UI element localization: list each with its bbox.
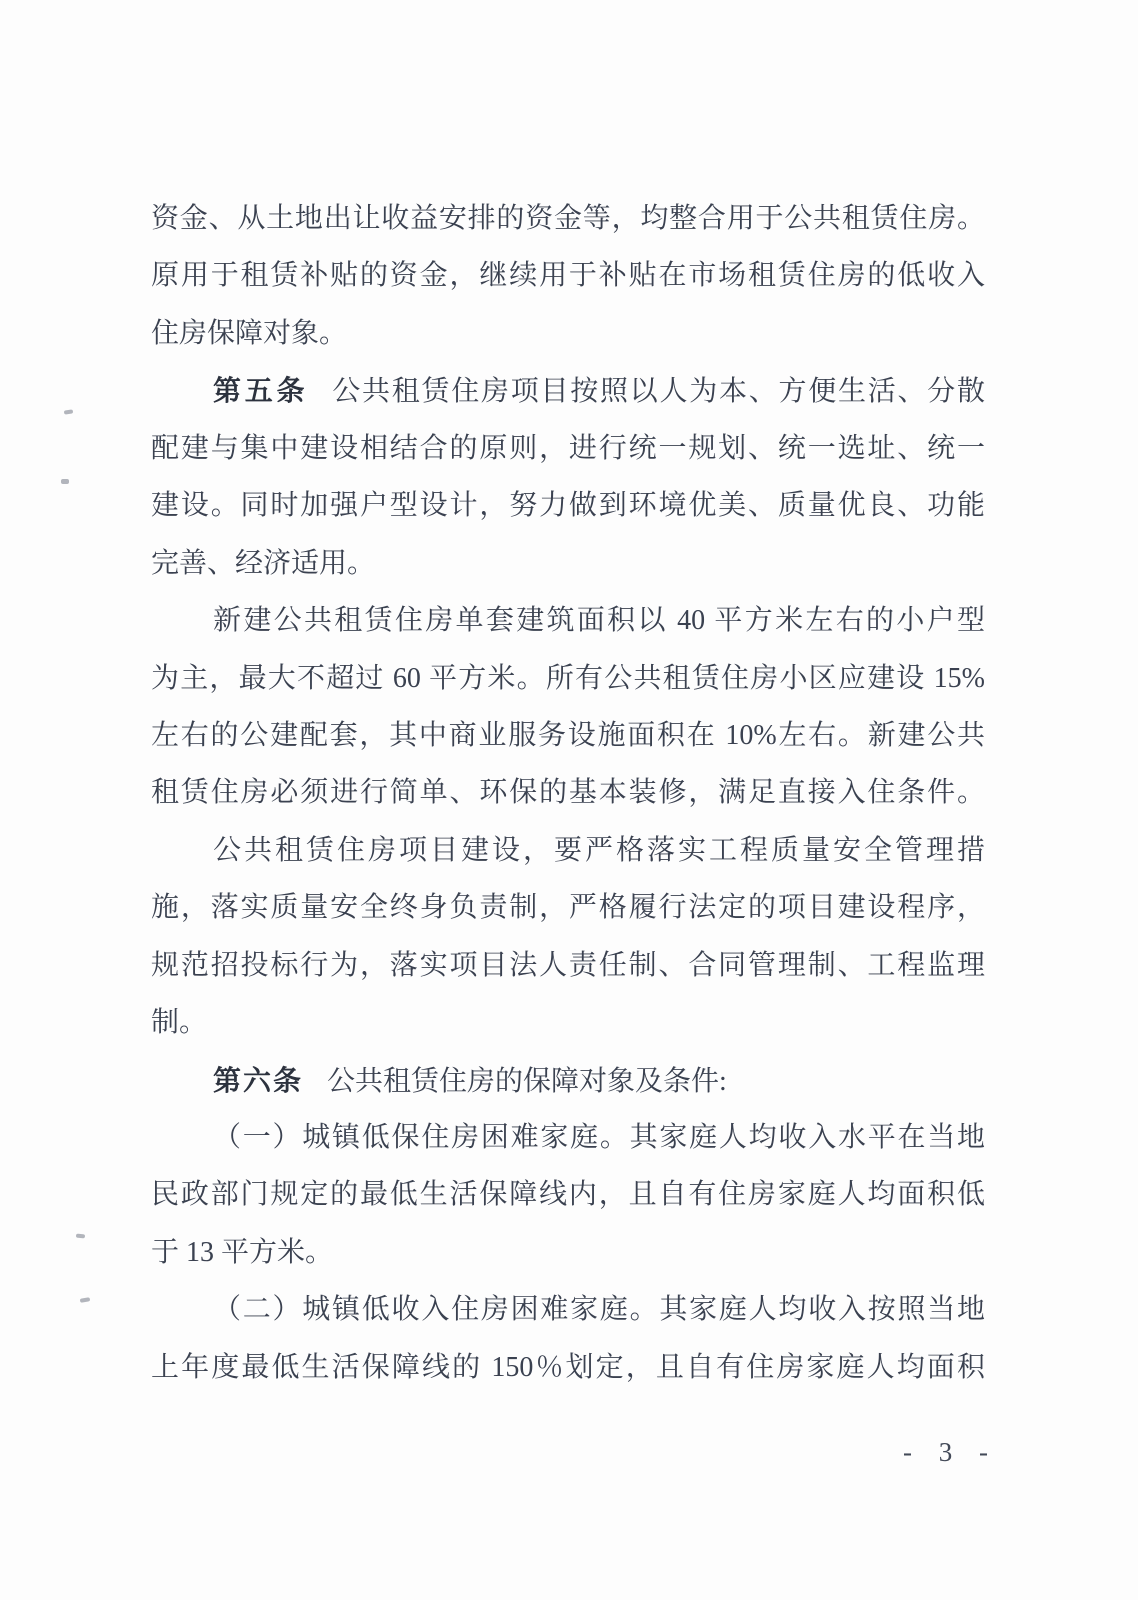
text-line-9: 为主，最大不超过 60 平方米。所有公共租赁住房小区应建设 15% [151, 662, 985, 694]
page-number: - 3 - [903, 1437, 995, 1467]
text-line-17: （一）城镇低保住房困难家庭。其家庭人均收入水平在当地 [213, 1122, 985, 1153]
text-line-18: 民政部门规定的最低生活保障线内，且自有住房家庭人均面积低 [151, 1179, 985, 1211]
scan-speck [64, 409, 73, 414]
text-line-14: 规范招投标行为，落实项目法人责任制、合同管理制、工程监理 [151, 949, 985, 981]
text-line-16 [151, 1052, 985, 1109]
text-line-3: 住房保障对象。 [151, 317, 348, 349]
scan-speck [76, 1234, 85, 1239]
text-line-15: 制。 [151, 1007, 208, 1039]
document-body [151, 190, 985, 1396]
text-line-4 [151, 362, 985, 419]
text-line-11: 租赁住房必须进行简单、环保的基本装修，满足直接入住条件。 [151, 777, 985, 809]
text-line-7: 完善、经济适用。 [151, 547, 376, 579]
article-5-heading: 第五条 [213, 375, 309, 407]
text-line-21: 上年度最低生活保障线的 150％划定，且自有住房家庭人均面积 [151, 1351, 985, 1383]
text-line-10: 左右的公建配套，其中商业服务设施面积在 10%左右。新建公共 [151, 719, 985, 751]
text-line-8: 新建公共租赁住房单套建筑面积以 40 平方米左右的小户型 [213, 605, 985, 637]
text-line-13: 施，落实质量安全终身负责制，严格履行法定的项目建设程序， [151, 892, 985, 924]
text-line-19: 于 13 平方米。 [151, 1236, 334, 1268]
text-line-20: （二）城镇低收入住房困难家庭。其家庭人均收入按照当地 [213, 1294, 985, 1326]
article-5-text: 公共租赁住房项目按照以人为本、方便生活、分散 [332, 376, 985, 408]
text-line-12: 公共租赁住房项目建设，要严格落实工程质量安全管理措 [213, 834, 985, 866]
article-6-text: 公共租赁住房的保障对象及条件: [327, 1065, 727, 1097]
text-line-5: 配建与集中建设相结合的原则，进行统一规划、统一选址、统一 [151, 432, 985, 464]
text-line-1: 资金、从土地出让收益安排的资金等，均整合用于公共租赁住房。 [151, 203, 985, 234]
text-line-2: 原用于租赁补贴的资金，继续用于补贴在市场租赁住房的低收入 [151, 260, 985, 292]
text-line-6: 建设。同时加强户型设计，努力做到环境优美、质量优良、功能 [151, 490, 985, 522]
scan-speck [80, 1297, 91, 1303]
scan-speck [61, 479, 69, 484]
article-6-heading: 第六条 [213, 1064, 304, 1096]
